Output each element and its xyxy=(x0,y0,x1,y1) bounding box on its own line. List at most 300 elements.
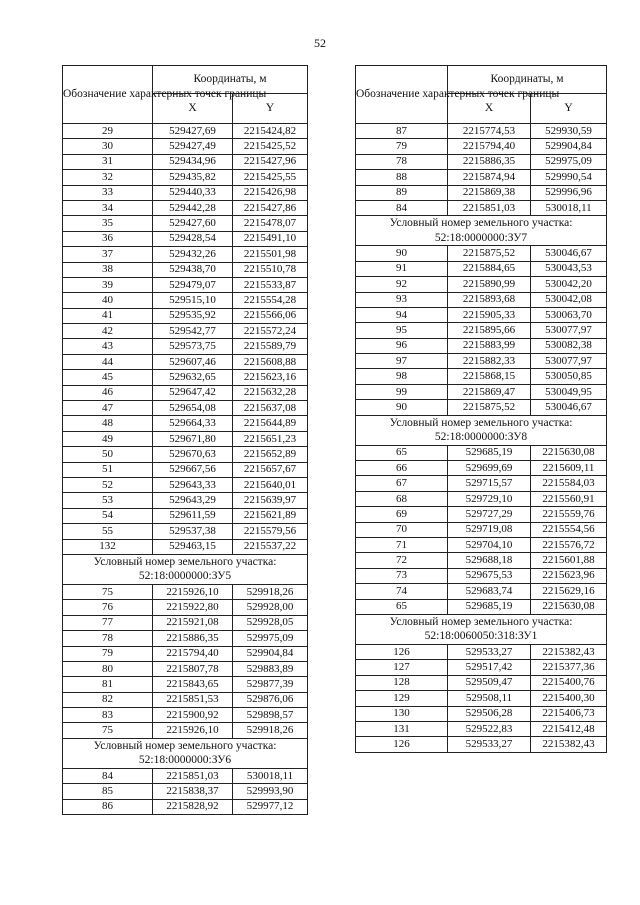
coordinates-table-left xyxy=(62,65,308,815)
point-number-cell: 86 xyxy=(63,799,153,814)
x-coordinate-cell: 2215838,37 xyxy=(153,784,233,799)
point-number-cell: 48 xyxy=(63,416,153,431)
y-coordinate-cell: 2215377,36 xyxy=(531,660,607,675)
point-designation-header: Обозначение характерных точек границы xyxy=(356,66,448,124)
point-number-cell: 130 xyxy=(356,706,448,721)
x-coordinate-cell: 529607,46 xyxy=(153,354,233,369)
point-number-cell: 30 xyxy=(63,139,153,154)
table-row xyxy=(356,675,607,690)
point-number-cell: 35 xyxy=(63,216,153,231)
x-column-header: X xyxy=(153,94,233,124)
y-coordinate-cell: 530050,85 xyxy=(531,369,607,384)
y-coordinate-cell: 2215629,16 xyxy=(531,584,607,599)
table-row xyxy=(356,200,607,215)
y-coordinate-cell: 529930,59 xyxy=(531,124,607,139)
x-coordinate-cell: 529522,83 xyxy=(448,721,531,736)
y-coordinate-cell: 529918,26 xyxy=(233,584,308,599)
table-row xyxy=(63,661,308,676)
table-row xyxy=(63,677,308,692)
point-designation-header: Обозначение характерных точек границы xyxy=(63,66,153,124)
table-row xyxy=(356,400,607,415)
y-coordinate-cell: 2215406,73 xyxy=(531,706,607,721)
y-coordinate-cell: 2215579,56 xyxy=(233,524,308,539)
point-number-cell: 84 xyxy=(63,768,153,783)
x-coordinate-cell: 2215893,68 xyxy=(448,292,531,307)
y-coordinate-cell: 2215425,52 xyxy=(233,139,308,154)
point-number-cell: 83 xyxy=(63,708,153,723)
y-coordinate-cell: 2215400,30 xyxy=(531,691,607,706)
x-coordinate-cell: 2215883,99 xyxy=(448,338,531,353)
x-coordinate-cell: 529719,08 xyxy=(448,522,531,537)
x-coordinate-cell: 2215828,92 xyxy=(153,799,233,814)
parcel-section-title: Условный номер земельного участка: 52:18:0000000:ЗУ6 xyxy=(63,738,308,768)
point-number-cell: 55 xyxy=(63,524,153,539)
table-row xyxy=(356,476,607,491)
point-number-cell: 42 xyxy=(63,324,153,339)
point-number-cell: 97 xyxy=(356,354,448,369)
table-row xyxy=(356,721,607,736)
page-number: 52 xyxy=(314,36,326,50)
x-coordinate-cell: 2215869,38 xyxy=(448,185,531,200)
y-coordinate-cell: 529883,89 xyxy=(233,661,308,676)
y-coordinate-cell: 2215589,79 xyxy=(233,339,308,354)
point-number-cell: 75 xyxy=(63,723,153,738)
x-coordinate-cell: 529699,69 xyxy=(448,461,531,476)
y-coordinate-cell: 2215623,96 xyxy=(531,568,607,583)
y-coordinate-cell: 2215510,78 xyxy=(233,262,308,277)
point-number-cell: 72 xyxy=(356,553,448,568)
y-coordinate-cell: 529918,26 xyxy=(233,723,308,738)
table-row xyxy=(63,799,308,814)
table-row xyxy=(356,139,607,154)
x-coordinate-cell: 529537,38 xyxy=(153,524,233,539)
y-coordinate-cell: 2215400,76 xyxy=(531,675,607,690)
y-coordinate-cell: 530077,97 xyxy=(531,354,607,369)
y-coordinate-cell: 2215537,22 xyxy=(233,539,308,554)
point-number-cell: 31 xyxy=(63,154,153,169)
point-number-cell: 91 xyxy=(356,261,448,276)
point-number-cell: 51 xyxy=(63,462,153,477)
y-coordinate-cell: 530043,53 xyxy=(531,261,607,276)
point-number-cell: 67 xyxy=(356,476,448,491)
y-coordinate-cell: 529990,54 xyxy=(531,170,607,185)
y-coordinate-cell: 2215632,28 xyxy=(233,385,308,400)
x-column-header: X xyxy=(448,94,531,124)
y-coordinate-cell: 2215657,67 xyxy=(233,462,308,477)
table-row xyxy=(63,185,308,200)
parcel-section-row xyxy=(63,554,308,584)
point-number-cell: 84 xyxy=(356,200,448,215)
x-coordinate-cell: 2215905,33 xyxy=(448,307,531,322)
y-coordinate-cell: 530042,20 xyxy=(531,277,607,292)
y-coordinate-cell: 530082,38 xyxy=(531,338,607,353)
x-coordinate-cell: 529533,27 xyxy=(448,644,531,659)
y-coordinate-cell: 2215640,01 xyxy=(233,477,308,492)
y-coordinate-cell: 530018,11 xyxy=(531,200,607,215)
point-number-cell: 90 xyxy=(356,246,448,261)
point-number-cell: 36 xyxy=(63,231,153,246)
point-number-cell: 66 xyxy=(356,461,448,476)
point-number-cell: 96 xyxy=(356,338,448,353)
point-number-cell: 81 xyxy=(63,677,153,692)
y-coordinate-cell: 2215382,43 xyxy=(531,737,607,752)
coordinates-table-right xyxy=(355,65,607,753)
table-row xyxy=(356,124,607,139)
y-coordinate-cell: 2215651,23 xyxy=(233,431,308,446)
y-coordinate-cell: 530077,97 xyxy=(531,323,607,338)
x-coordinate-cell: 529671,80 xyxy=(153,431,233,446)
y-coordinate-cell: 2215652,89 xyxy=(233,447,308,462)
y-coordinate-cell: 2215426,98 xyxy=(233,185,308,200)
table-row xyxy=(356,384,607,399)
table-row xyxy=(63,293,308,308)
table-row xyxy=(63,692,308,707)
table-row xyxy=(63,139,308,154)
point-number-cell: 69 xyxy=(356,507,448,522)
y-coordinate-cell: 529975,09 xyxy=(531,154,607,169)
y-coordinate-cell: 2215533,87 xyxy=(233,277,308,292)
x-coordinate-cell: 529479,07 xyxy=(153,277,233,292)
y-coordinate-cell: 2215559,76 xyxy=(531,507,607,522)
table-row xyxy=(63,262,308,277)
table-row xyxy=(63,768,308,783)
table-row xyxy=(63,370,308,385)
table-row xyxy=(63,170,308,185)
y-coordinate-cell: 2215630,08 xyxy=(531,445,607,460)
table-row xyxy=(63,339,308,354)
point-number-cell: 37 xyxy=(63,247,153,262)
y-coordinate-cell: 530018,11 xyxy=(233,768,308,783)
table-row xyxy=(356,170,607,185)
table-row xyxy=(356,461,607,476)
y-coordinate-cell: 2215621,89 xyxy=(233,508,308,523)
point-number-cell: 98 xyxy=(356,369,448,384)
y-coordinate-cell: 529928,05 xyxy=(233,615,308,630)
point-number-cell: 128 xyxy=(356,675,448,690)
parcel-section-title: Условный номер земельного участка: 52:18:0060050:318:ЗУ1 xyxy=(356,614,607,644)
point-number-cell: 80 xyxy=(63,661,153,676)
parcel-section-title: Условный номер земельного участка: 52:18:0000000:ЗУ8 xyxy=(356,415,607,445)
y-coordinate-cell: 2215427,86 xyxy=(233,200,308,215)
table-row xyxy=(63,324,308,339)
x-coordinate-cell: 529704,10 xyxy=(448,537,531,552)
point-number-cell: 65 xyxy=(356,445,448,460)
table-row xyxy=(356,691,607,706)
x-coordinate-cell: 2215843,65 xyxy=(153,677,233,692)
point-number-cell: 29 xyxy=(63,124,153,139)
point-number-cell: 129 xyxy=(356,691,448,706)
point-number-cell: 85 xyxy=(63,784,153,799)
x-coordinate-cell: 529632,65 xyxy=(153,370,233,385)
y-coordinate-cell: 2215566,06 xyxy=(233,308,308,323)
x-coordinate-cell: 529508,11 xyxy=(448,691,531,706)
table-row xyxy=(63,584,308,599)
x-coordinate-cell: 2215926,10 xyxy=(153,723,233,738)
point-number-cell: 126 xyxy=(356,644,448,659)
x-coordinate-cell: 2215890,99 xyxy=(448,277,531,292)
point-number-cell: 68 xyxy=(356,491,448,506)
table-row xyxy=(63,354,308,369)
point-number-cell: 87 xyxy=(356,124,448,139)
point-number-cell: 79 xyxy=(356,139,448,154)
table-body-left xyxy=(63,124,308,815)
table-row xyxy=(63,723,308,738)
table-row xyxy=(356,599,607,614)
table-row xyxy=(63,631,308,646)
point-number-cell: 45 xyxy=(63,370,153,385)
point-number-cell: 32 xyxy=(63,170,153,185)
x-coordinate-cell: 529675,53 xyxy=(448,568,531,583)
table-row xyxy=(63,385,308,400)
y-coordinate-cell: 2215630,08 xyxy=(531,599,607,614)
point-number-cell: 46 xyxy=(63,385,153,400)
table-row xyxy=(356,507,607,522)
x-coordinate-cell: 529440,33 xyxy=(153,185,233,200)
point-number-cell: 77 xyxy=(63,615,153,630)
x-coordinate-cell: 529611,59 xyxy=(153,508,233,523)
parcel-section-row xyxy=(63,738,308,768)
y-coordinate-cell: 529904,84 xyxy=(233,646,308,661)
y-coordinate-cell: 530042,08 xyxy=(531,292,607,307)
point-number-cell: 54 xyxy=(63,508,153,523)
y-coordinate-cell: 529993,90 xyxy=(233,784,308,799)
x-coordinate-cell: 2215900,92 xyxy=(153,708,233,723)
x-coordinate-cell: 2215774,53 xyxy=(448,124,531,139)
x-coordinate-cell: 529434,96 xyxy=(153,154,233,169)
x-coordinate-cell: 529427,49 xyxy=(153,139,233,154)
x-coordinate-cell: 529506,28 xyxy=(448,706,531,721)
y-coordinate-cell: 2215554,28 xyxy=(233,293,308,308)
x-coordinate-cell: 529670,63 xyxy=(153,447,233,462)
point-number-cell: 90 xyxy=(356,400,448,415)
x-coordinate-cell: 529654,08 xyxy=(153,401,233,416)
x-coordinate-cell: 2215807,78 xyxy=(153,661,233,676)
point-number-cell: 131 xyxy=(356,721,448,736)
table-row xyxy=(63,154,308,169)
x-coordinate-cell: 2215922,80 xyxy=(153,600,233,615)
x-coordinate-cell: 2215851,03 xyxy=(448,200,531,215)
y-coordinate-cell: 2215478,07 xyxy=(233,216,308,231)
x-coordinate-cell: 529685,19 xyxy=(448,445,531,460)
table-row xyxy=(356,246,607,261)
point-number-cell: 50 xyxy=(63,447,153,462)
x-coordinate-cell: 2215886,35 xyxy=(153,631,233,646)
table-row xyxy=(63,447,308,462)
y-coordinate-cell: 2215644,89 xyxy=(233,416,308,431)
table-row xyxy=(356,338,607,353)
x-coordinate-cell: 529515,10 xyxy=(153,293,233,308)
x-coordinate-cell: 2215874,94 xyxy=(448,170,531,185)
point-number-cell: 92 xyxy=(356,277,448,292)
point-number-cell: 74 xyxy=(356,584,448,599)
y-coordinate-cell: 2215425,55 xyxy=(233,170,308,185)
point-number-cell: 75 xyxy=(63,584,153,599)
x-coordinate-cell: 529715,57 xyxy=(448,476,531,491)
y-coordinate-cell: 529975,09 xyxy=(233,631,308,646)
point-number-cell: 41 xyxy=(63,308,153,323)
y-column-header: Y xyxy=(531,94,607,124)
table-row xyxy=(356,553,607,568)
y-coordinate-cell: 529877,39 xyxy=(233,677,308,692)
point-number-cell: 65 xyxy=(356,599,448,614)
x-coordinate-cell: 529438,70 xyxy=(153,262,233,277)
table-row xyxy=(63,508,308,523)
x-coordinate-cell: 529427,60 xyxy=(153,216,233,231)
y-coordinate-cell: 529977,12 xyxy=(233,799,308,814)
table-row xyxy=(356,445,607,460)
table-row xyxy=(63,247,308,262)
point-number-cell: 34 xyxy=(63,200,153,215)
table-row xyxy=(356,660,607,675)
x-coordinate-cell: 529647,42 xyxy=(153,385,233,400)
x-coordinate-cell: 529688,18 xyxy=(448,553,531,568)
x-coordinate-cell: 529428,54 xyxy=(153,231,233,246)
y-coordinate-cell: 529928,00 xyxy=(233,600,308,615)
coordinates-header: Координаты, м xyxy=(153,66,308,94)
table-row xyxy=(356,292,607,307)
y-coordinate-cell: 530063,70 xyxy=(531,307,607,322)
x-coordinate-cell: 2215895,66 xyxy=(448,323,531,338)
table-row xyxy=(356,185,607,200)
y-coordinate-cell: 2215584,03 xyxy=(531,476,607,491)
x-coordinate-cell: 529509,47 xyxy=(448,675,531,690)
x-coordinate-cell: 529685,19 xyxy=(448,599,531,614)
table-row xyxy=(63,477,308,492)
table-row xyxy=(356,737,607,752)
table-row xyxy=(356,261,607,276)
table-row xyxy=(63,615,308,630)
table-row xyxy=(63,416,308,431)
x-coordinate-cell: 2215794,40 xyxy=(448,139,531,154)
point-number-cell: 82 xyxy=(63,692,153,707)
y-coordinate-cell: 530046,67 xyxy=(531,246,607,261)
y-coordinate-cell: 2215637,08 xyxy=(233,401,308,416)
point-number-cell: 78 xyxy=(356,154,448,169)
x-coordinate-cell: 2215921,08 xyxy=(153,615,233,630)
table-row xyxy=(63,539,308,554)
y-coordinate-cell: 2215560,91 xyxy=(531,491,607,506)
x-coordinate-cell: 2215884,65 xyxy=(448,261,531,276)
y-column-header: Y xyxy=(233,94,308,124)
x-coordinate-cell: 529435,82 xyxy=(153,170,233,185)
point-number-cell: 88 xyxy=(356,170,448,185)
x-coordinate-cell: 529664,33 xyxy=(153,416,233,431)
y-coordinate-cell: 2215382,43 xyxy=(531,644,607,659)
y-coordinate-cell: 2215501,98 xyxy=(233,247,308,262)
parcel-section-row xyxy=(356,614,607,644)
table-row xyxy=(63,493,308,508)
x-coordinate-cell: 529727,29 xyxy=(448,507,531,522)
x-coordinate-cell: 529643,33 xyxy=(153,477,233,492)
point-number-cell: 38 xyxy=(63,262,153,277)
table-row xyxy=(356,154,607,169)
table-row xyxy=(356,644,607,659)
x-coordinate-cell: 529463,15 xyxy=(153,539,233,554)
y-coordinate-cell: 529876,06 xyxy=(233,692,308,707)
y-coordinate-cell: 529898,57 xyxy=(233,708,308,723)
table-row xyxy=(63,401,308,416)
x-coordinate-cell: 2215875,52 xyxy=(448,246,531,261)
table-row xyxy=(356,706,607,721)
point-number-cell: 127 xyxy=(356,660,448,675)
table-row xyxy=(63,646,308,661)
point-number-cell: 47 xyxy=(63,401,153,416)
point-number-cell: 94 xyxy=(356,307,448,322)
x-coordinate-cell: 2215926,10 xyxy=(153,584,233,599)
point-number-cell: 40 xyxy=(63,293,153,308)
x-coordinate-cell: 529643,29 xyxy=(153,493,233,508)
table-row xyxy=(63,524,308,539)
y-coordinate-cell: 2215608,88 xyxy=(233,354,308,369)
table-body-right xyxy=(356,124,607,753)
y-coordinate-cell: 2215639,97 xyxy=(233,493,308,508)
x-coordinate-cell: 2215851,53 xyxy=(153,692,233,707)
x-coordinate-cell: 529573,75 xyxy=(153,339,233,354)
x-coordinate-cell: 529729,10 xyxy=(448,491,531,506)
point-number-cell: 73 xyxy=(356,568,448,583)
point-number-cell: 44 xyxy=(63,354,153,369)
y-coordinate-cell: 2215609,11 xyxy=(531,461,607,476)
x-coordinate-cell: 2215886,35 xyxy=(448,154,531,169)
table-row xyxy=(63,124,308,139)
point-number-cell: 33 xyxy=(63,185,153,200)
table-row xyxy=(356,354,607,369)
y-coordinate-cell: 2215427,96 xyxy=(233,154,308,169)
x-coordinate-cell: 529667,56 xyxy=(153,462,233,477)
point-number-cell: 132 xyxy=(63,539,153,554)
x-coordinate-cell: 529432,26 xyxy=(153,247,233,262)
point-number-cell: 71 xyxy=(356,537,448,552)
table-row xyxy=(356,277,607,292)
x-coordinate-cell: 529517,42 xyxy=(448,660,531,675)
x-coordinate-cell: 2215794,40 xyxy=(153,646,233,661)
point-number-cell: 99 xyxy=(356,384,448,399)
y-coordinate-cell: 530049,95 xyxy=(531,384,607,399)
x-coordinate-cell: 529542,77 xyxy=(153,324,233,339)
point-number-cell: 43 xyxy=(63,339,153,354)
y-coordinate-cell: 529904,84 xyxy=(531,139,607,154)
table-row xyxy=(63,216,308,231)
y-coordinate-cell: 2215412,48 xyxy=(531,721,607,736)
x-coordinate-cell: 529533,27 xyxy=(448,737,531,752)
point-number-cell: 39 xyxy=(63,277,153,292)
x-coordinate-cell: 529442,28 xyxy=(153,200,233,215)
table-row xyxy=(356,491,607,506)
y-coordinate-cell: 2215623,16 xyxy=(233,370,308,385)
table-row xyxy=(63,784,308,799)
table-row xyxy=(356,568,607,583)
table-row xyxy=(356,369,607,384)
y-coordinate-cell: 2215601,88 xyxy=(531,553,607,568)
x-coordinate-cell: 2215869,47 xyxy=(448,384,531,399)
point-number-cell: 70 xyxy=(356,522,448,537)
x-coordinate-cell: 529427,69 xyxy=(153,124,233,139)
x-coordinate-cell: 2215851,03 xyxy=(153,768,233,783)
table-row xyxy=(63,231,308,246)
x-coordinate-cell: 2215882,33 xyxy=(448,354,531,369)
point-number-cell: 53 xyxy=(63,493,153,508)
coordinates-header: Координаты, м xyxy=(448,66,607,94)
point-number-cell: 93 xyxy=(356,292,448,307)
point-number-cell: 49 xyxy=(63,431,153,446)
table-row xyxy=(63,431,308,446)
table-row xyxy=(63,308,308,323)
y-coordinate-cell: 2215572,24 xyxy=(233,324,308,339)
table-row xyxy=(63,277,308,292)
point-number-cell: 52 xyxy=(63,477,153,492)
y-coordinate-cell: 2215424,82 xyxy=(233,124,308,139)
y-coordinate-cell: 530046,67 xyxy=(531,400,607,415)
